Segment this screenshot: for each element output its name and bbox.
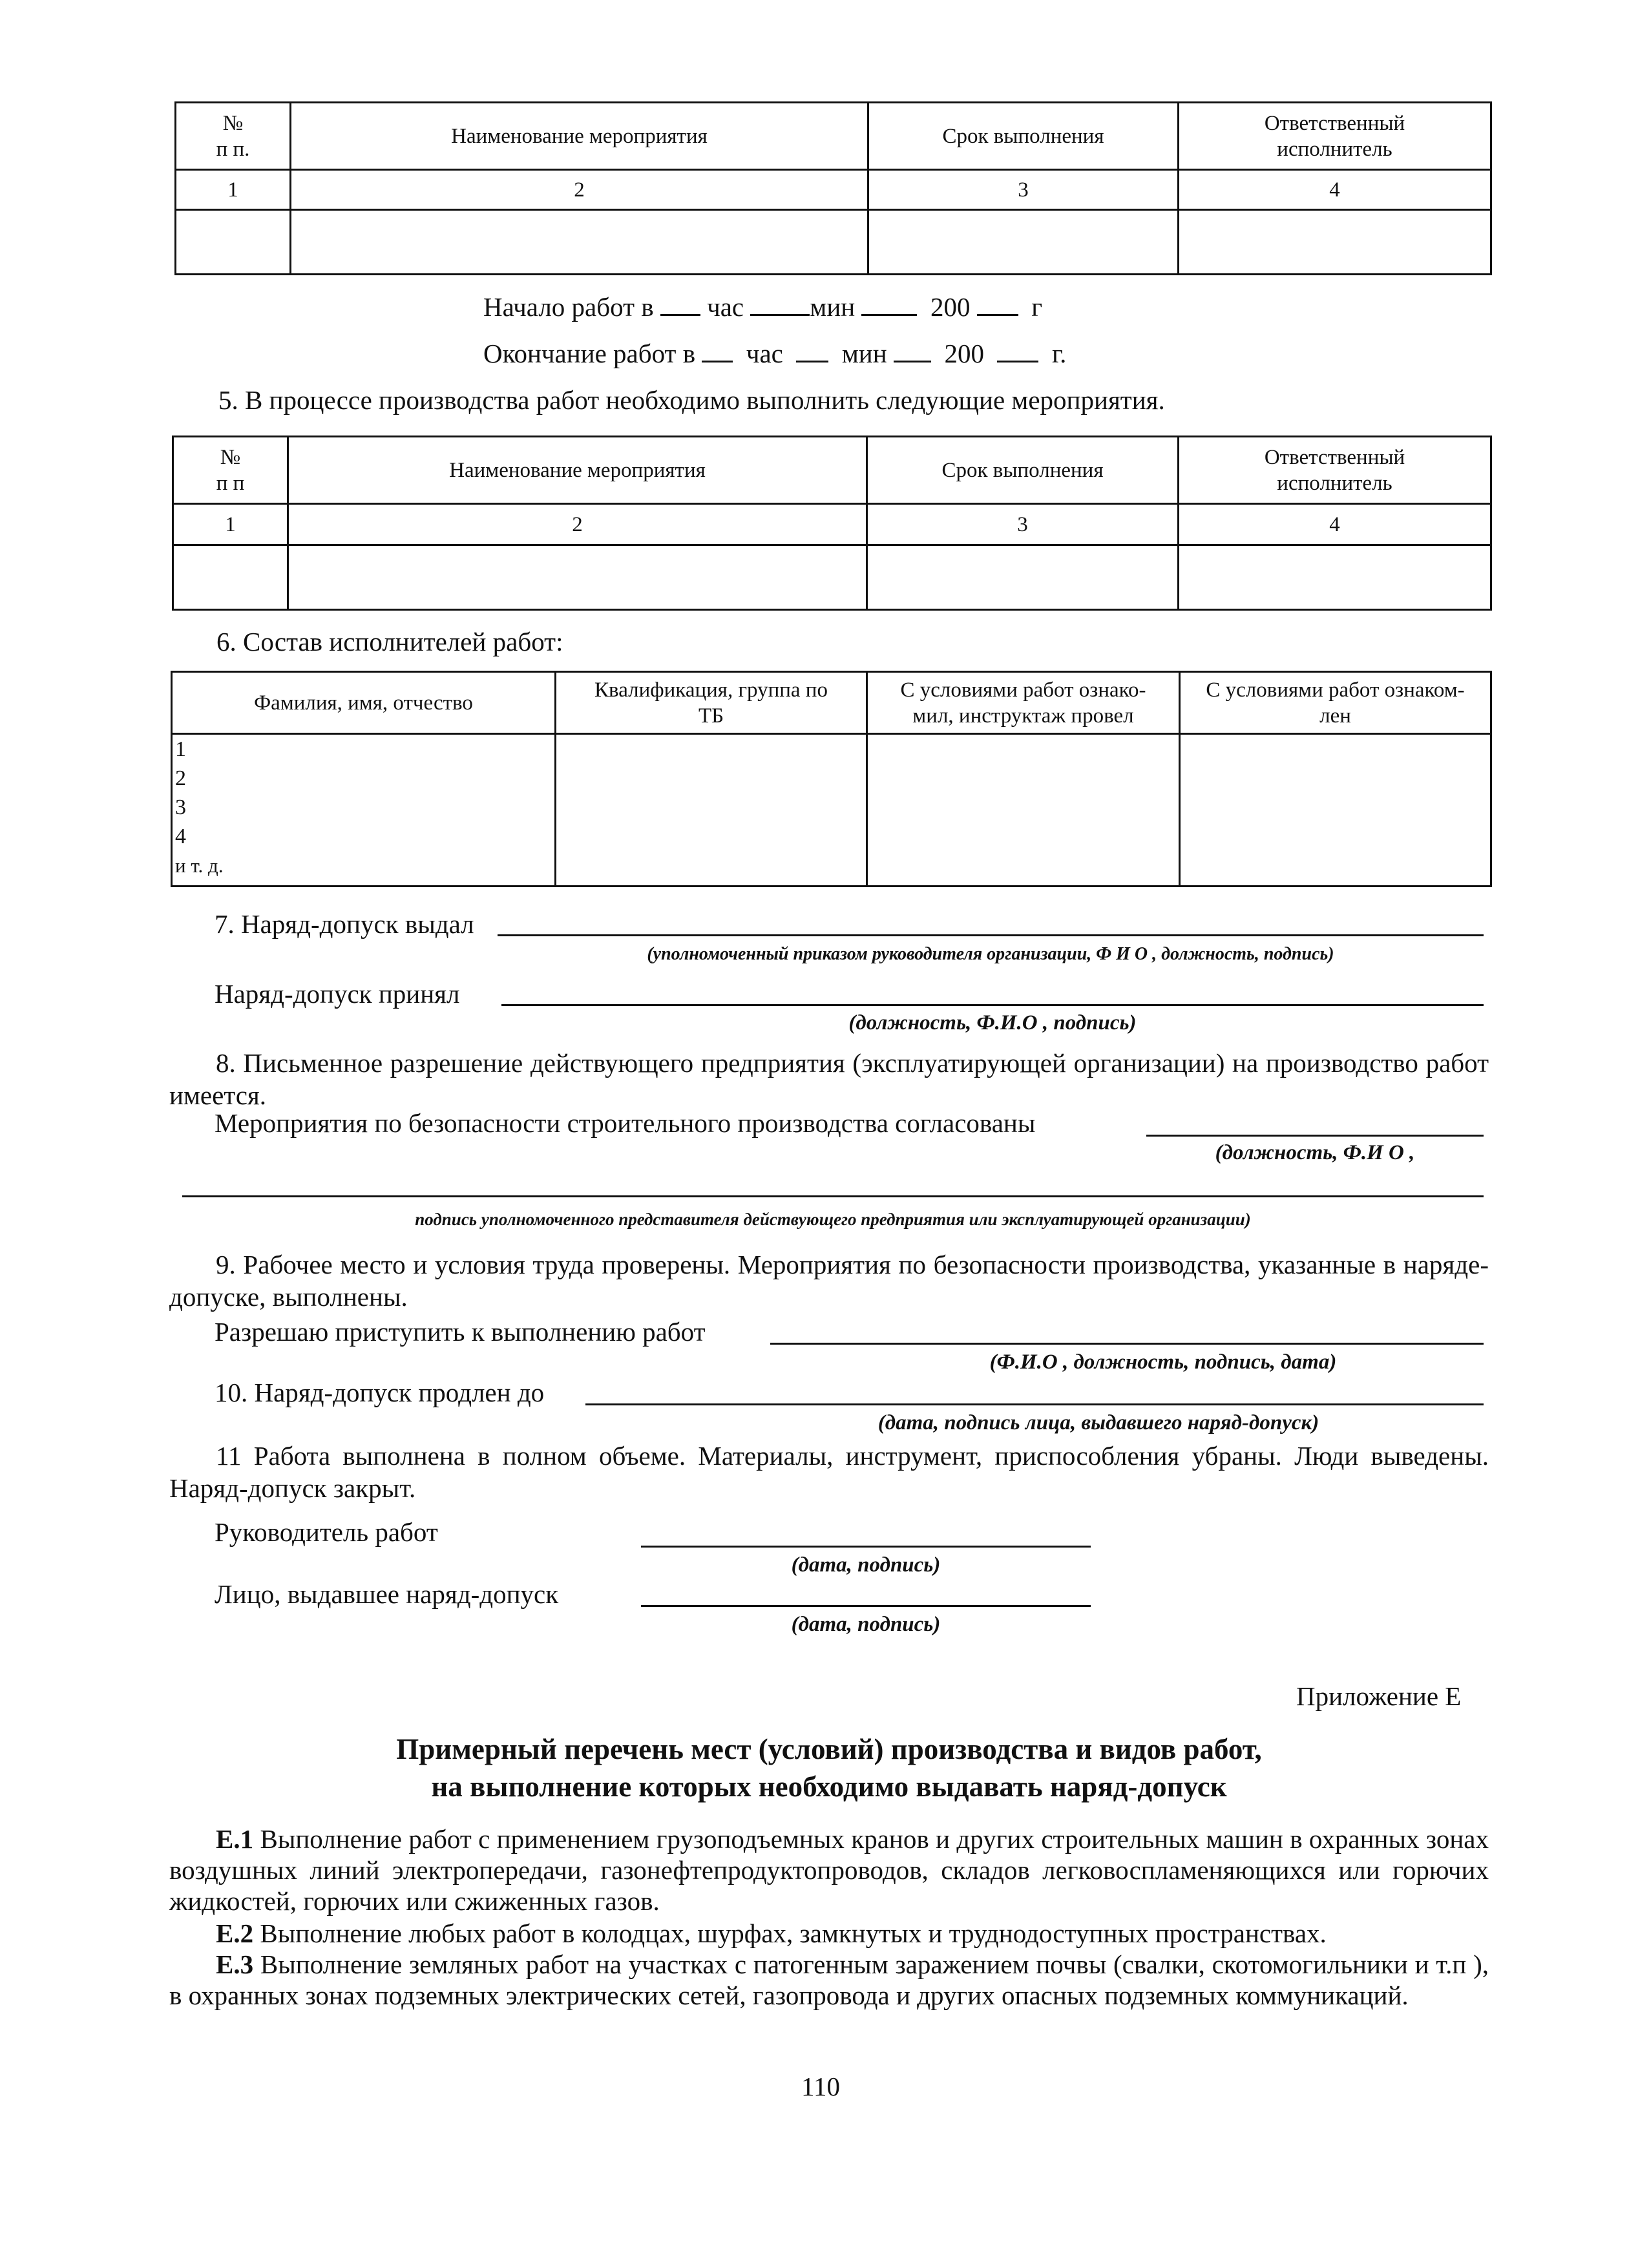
item-6-text: 6. Состав исполнителей работ: [216,627,563,656]
column-number-3: 3 [867,504,1179,545]
work-end-label: Окончание работ в [483,339,696,368]
appendix-label: Приложение Е [1296,1681,1462,1711]
list-item: 2 [175,766,186,790]
appendix-title [169,1730,1489,1805]
list-item: и т. д. [175,854,224,877]
item-8-text: 8. Письменное разрешение действующего предприятия (эксплуатирующей организации) на производство работ имеется. [169,1048,1489,1110]
header-number: № п п [173,437,288,504]
measures-table-2 [172,436,1492,611]
column-number-2: 2 [291,170,868,210]
work-permission-caption: (Ф.И.О , должность, подпись, дата) [989,1350,1337,1374]
column-number-1: 1 [173,504,288,545]
empty-cell [1179,210,1491,275]
hour-blank [702,337,733,362]
list-item: 3 [175,795,186,819]
permit-issued-label: 7. Наряд-допуск выдал [215,909,474,939]
year-blank [997,337,1038,362]
header-full-name: Фамилия, имя, отчество [172,672,556,734]
appendix-item-e3 [169,1949,1489,2011]
appendix-item-text: Выполнение земляных работ на участках с патогенным заражением почвы (свалки, скотомогильники и т.п ), в охранных зонах подземных электрических сетей, газопровода и других опасных подземных коммуникаций. [169,1949,1489,2010]
year-blank [977,291,1018,316]
safety-agreed-label: Мероприятия по безопасности строительного производства согласованы [215,1108,1036,1138]
work-manager-caption: (дата, подпись) [791,1553,941,1577]
header-number: № п п. [176,103,291,170]
executor-numbers [172,734,556,887]
permit-extended-caption: (дата, подпись лица, выдавшего наряд-допуск) [877,1411,1319,1434]
list-item: 4 [175,824,186,848]
executors-table [171,671,1492,887]
header-deadline: Срок выполнения [868,103,1179,170]
signature-line [498,934,1484,936]
item-5-text: 5. В процессе производства работ необходимо выполнить следующие мероприятия. [218,385,1165,415]
page-number: 110 [801,2072,840,2101]
work-start-label: Начало работ в [483,292,654,322]
hour-label: час [746,339,783,368]
empty-cell [173,545,288,610]
item-11-text: 11 Работа выполнена в полном объеме. Материалы, инструмент, приспособления убраны. Люди выведены. Наряд-допуск закрыт. [169,1441,1489,1503]
permit-issued-caption: (уполномоченный приказом руководителя организации, Ф И О , должность, подпись) [647,944,1334,964]
representative-caption: подпись уполномоченного представителя действующего предприятия или эксплуатирующей организации) [415,1210,1251,1229]
signature-line [770,1343,1484,1345]
appendix-title-line-2: на выполнение которых необходимо выдавать наряд-допуск [431,1770,1227,1803]
header-deadline: Срок выполнения [867,437,1179,504]
day-blank [894,337,931,362]
work-end-line [483,337,1066,370]
appendix-item-number: Е.2 [216,1918,254,1948]
work-manager-label: Руководитель работ [215,1517,438,1547]
minute-label: мин [810,292,856,322]
hour-blank [660,291,700,316]
header-responsible: Ответственный исполнитель [1179,103,1491,170]
column-number-2: 2 [288,504,867,545]
year-label: 200 [944,339,984,368]
column-number-4: 4 [1179,504,1491,545]
permit-issuer-label: Лицо, выдавшее наряд-допуск [215,1579,559,1609]
minute-blank [750,291,810,316]
year-suffix: г. [1051,339,1067,368]
empty-cell [867,545,1179,610]
measures-table-1 [174,101,1492,275]
column-number-1: 1 [176,170,291,210]
signature-line [501,1004,1484,1006]
appendix-item-number: Е.3 [216,1949,254,1979]
item-9-text: 9. Рабочее место и условия труда проверены. Мероприятия по безопасности производства, указанные в наряде-допуске, выполнены. [169,1250,1489,1312]
empty-cell [1179,545,1491,610]
day-blank [861,291,917,316]
appendix-item-text: Выполнение работ с применением грузоподъемных кранов и других строительных машин в охранных зонах воздушных линий электропередачи, газонефтепродуктопроводов, складов легковоспламеняющихся или горючих жидкостей, горючих или сжиженных газов. [169,1824,1489,1916]
work-permission-label: Разрешаю приступить к выполнению работ [215,1317,706,1347]
permit-extended-label: 10. Наряд-допуск продлен до [215,1378,545,1407]
column-number-4: 4 [1179,170,1491,210]
empty-cell [176,210,291,275]
year-suffix: г [1031,292,1043,322]
empty-cell [867,734,1180,887]
empty-cell [556,734,867,887]
header-acknowledged: С условиями работ ознаком- лен [1180,672,1491,734]
empty-cell [1180,734,1491,887]
signature-line [641,1605,1091,1607]
minute-blank [796,337,828,362]
column-number-3: 3 [868,170,1179,210]
year-label: 200 [930,292,971,322]
permit-accepted-caption: (должность, Ф.И.О , подпись) [848,1011,1137,1034]
appendix-item-e2 [169,1918,1489,1949]
appendix-item-text: Выполнение любых работ в колодцах, шурфах, замкнутых и труднодоступных пространствах. [253,1918,1327,1948]
header-briefed-by: С условиями работ ознако- мил, инструктаж провел [867,672,1180,734]
header-responsible: Ответственный исполнитель [1179,437,1491,504]
hour-label: час [707,292,744,322]
safety-agreed-caption: (должность, Ф.И О , [1215,1141,1415,1164]
permit-issuer-caption: (дата, подпись) [791,1613,941,1636]
list-item: 1 [175,737,186,761]
header-measure-name: Наименование мероприятия [288,437,867,504]
appendix-item-e1 [169,1823,1489,1916]
appendix-title-line-1: Примерный перечень мест (условий) производства и видов работ, [396,1733,1262,1765]
minute-label: мин [841,339,887,368]
empty-cell [288,545,867,610]
signature-line [182,1195,1484,1197]
signature-line [1146,1135,1484,1137]
header-measure-name: Наименование мероприятия [291,103,868,170]
header-qualification: Квалификация, группа по ТБ [556,672,867,734]
permit-accepted-label: Наряд-допуск принял [215,979,460,1009]
work-start-line [483,291,1042,323]
empty-cell [868,210,1179,275]
signature-line [585,1403,1484,1405]
signature-line [641,1546,1091,1548]
empty-cell [291,210,868,275]
appendix-item-number: Е.1 [216,1824,254,1854]
